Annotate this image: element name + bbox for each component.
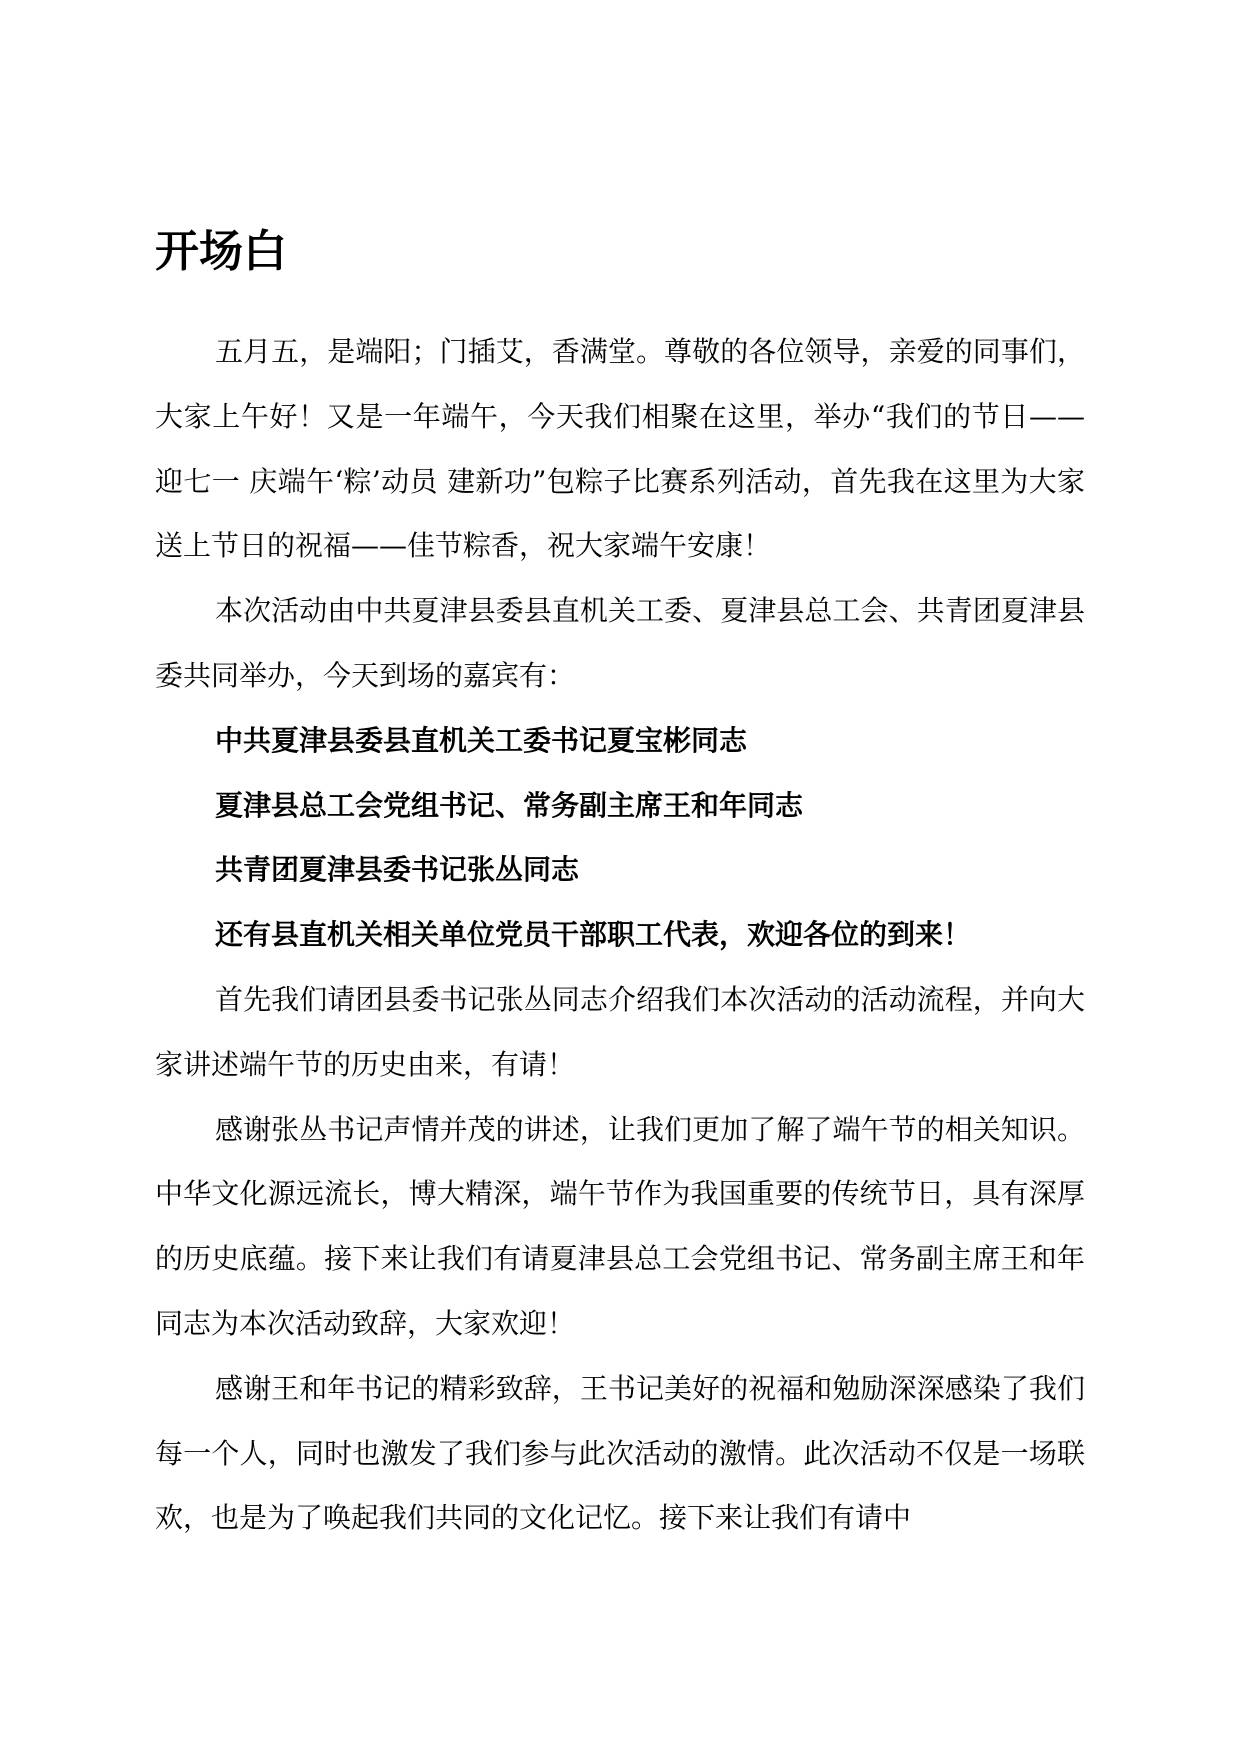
guest-line: 共青团夏津县委书记张丛同志 bbox=[215, 853, 580, 887]
paragraph-invite-zhang: 首先我们请团县委书记张丛同志介绍我们本次活动的活动流程，并向大家讲述端午节的历史由来，有请！ bbox=[155, 982, 1085, 1081]
paragraph-organizers: 本次活动由中共夏津县委县直机关工委、夏津县总工会、共青团夏津县委共同举办，今天到场的嘉宾有： bbox=[155, 594, 1085, 692]
paragraph-greeting: 五月五，是端阳；门插艾，香满堂。尊敬的各位领导，亲爱的同事们，大家上午好！又是一年端午，今天我们相聚在这里，举办“我们的节日——迎七一 庆端午‘粽’动员 建新功”包粽子比赛系列活动，首先我在这里为大家送上节日的祝福——佳节粽香，祝大家端午安康！ bbox=[155, 335, 1085, 563]
paragraph-thanks-zhang: 感谢张丛书记声情并茂的讲述，让我们更加了解了端午节的相关知识。中华文化源远流长，博大精深，端午节作为我国重要的传统节日，具有深厚的历史底蕴。接下来让我们有请夏津县总工会党组书记、常务副主席王和年同志为本次活动致辞，大家欢迎！ bbox=[155, 1112, 1085, 1340]
guest-line: 还有县直机关相关单位党员干部职工代表，欢迎各位的到来！ bbox=[215, 918, 972, 952]
document-title: 开场白 bbox=[155, 226, 287, 277]
guest-line: 夏津县总工会党组书记、常务副主席王和年同志 bbox=[215, 788, 804, 822]
guest-line: 中共夏津县委县直机关工委书记夏宝彬同志 bbox=[215, 723, 748, 757]
document-body bbox=[155, 320, 1085, 1551]
paragraph-thanks-wang: 感谢王和年书记的精彩致辞，王书记美好的祝福和勉励深深感染了我们每一个人，同时也激发了我们参与此次活动的激情。此次活动不仅是一场联欢，也是为了唤起我们共同的文化记忆。接下来让我们有请中 bbox=[155, 1371, 1085, 1535]
